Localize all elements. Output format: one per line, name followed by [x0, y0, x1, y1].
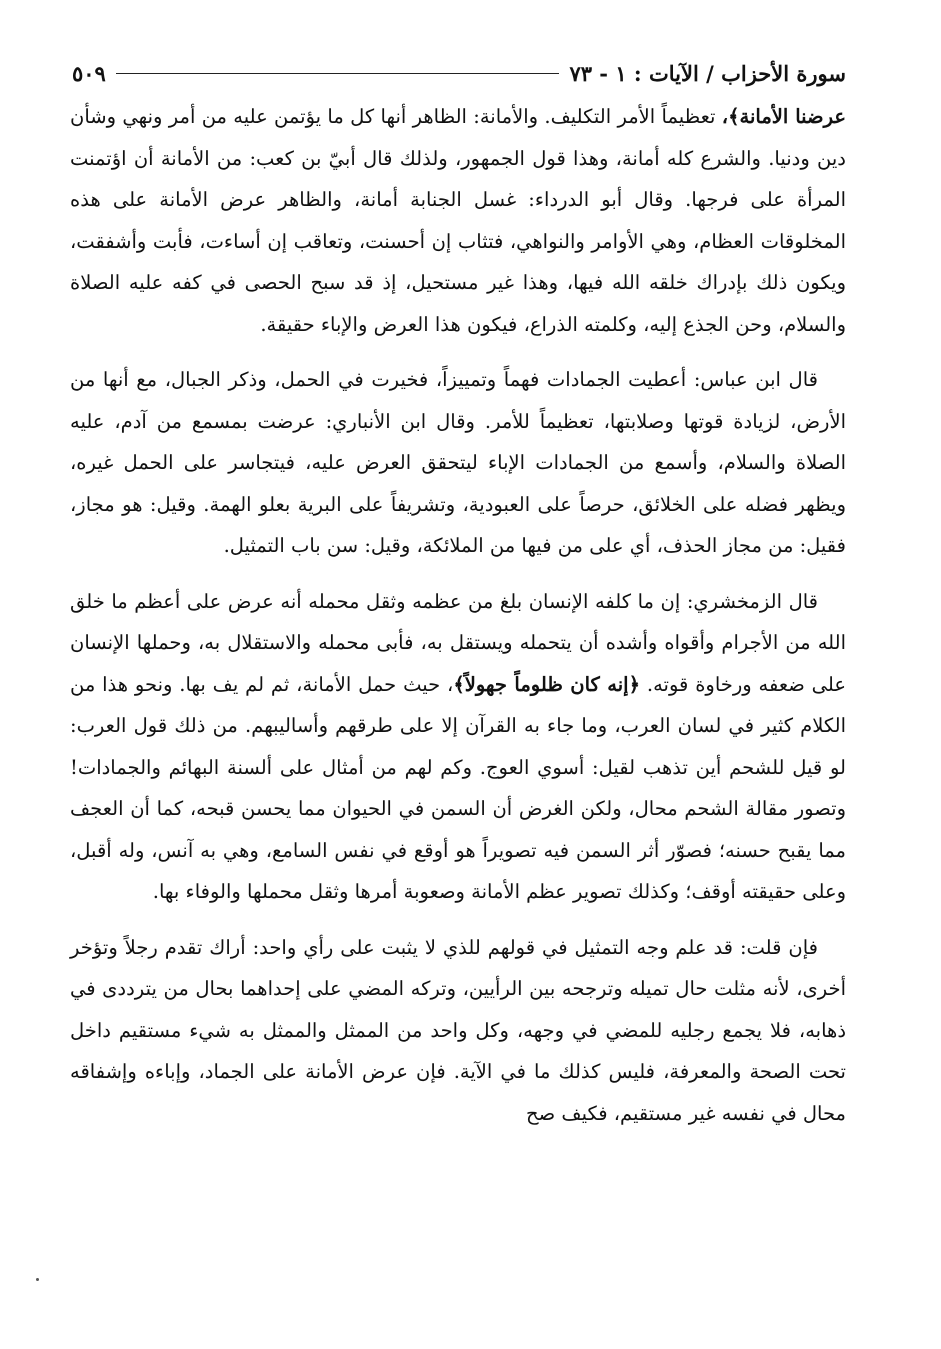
- paragraph-4: [70, 927, 846, 1135]
- paragraph-1: [70, 96, 846, 345]
- body-text: [70, 96, 846, 1148]
- quran-excerpt-lead: عرضنا الأمانة﴾،: [721, 105, 846, 128]
- header-rule: [116, 73, 560, 74]
- paragraph-4-text: فإن قلت: قد علم وجه التمثيل في قولهم للذي لا يثبت على رأي واحد: أراك تقدم رجلاً وتؤخر أخرى، لأنه مثلت حال تميله وترجحه بين الرأيين، وتركه المضي على إحداهما بحال من يترددى في ذهابه، فلا يجمع رجليه للمضي في وجهه، وكل واحد من الممثل والممثل به شيء مستقيم داخل تحت الصحة والمعرفة، فليس كذلك ما في الآية. فإن عرض الأمانة على الجماد، وإباءه وإشفاقه محال في نفسه غير مستقيم، فكيف صح: [70, 935, 846, 1125]
- paragraph-2-text: قال ابن عباس: أعطيت الجمادات فهماً وتمييزاً، فخيرت في الحمل، وذكر الجبال، مع أنها من الأرض، لزيادة قوتها وصلابتها، تعظيماً للأمر. وقال ابن الأنباري: عرضت بمسمع من آدم، عليه الصلاة والسلام، وأسمع من الجمادات الإباء ليتحقق العرض عليه، فيتجاسر على الحمل غيره، ويظهر فضله على الخلائق، حرصاً على العبودية، وتشريفاً على البرية بعلو الهمة. وقيل: هو مجاز، فقيل: من مجاز الحذف، أي على من فيها من الملائكة، وقيل: سن باب التمثيل.: [70, 368, 846, 557]
- page-number: ٥٠٩: [72, 60, 106, 86]
- paragraph-3-text-before: قال الزمخشري: إن ما كلفه الإنسان بلغ من عظمه وثقل محمله أنه عرض على أعظم ما خلق الله من الأجرام وأقواه وأشده أن يتحمله ويستقل به، فأبى محمله والاستقلال به، وحملها الإنسان على ضعفه ورخاوة قوته.: [70, 589, 846, 696]
- quran-quote: ﴿إنه كان ظلوماً جهولاً﴾: [453, 672, 641, 696]
- paragraph-1-text: تعظيماً الأمر التكليف. والأمانة: الظاهر أنها كل ما يؤتمن عليه من أمر ونهي وشأن دين ودنيا. والشرع كله أمانة، وهذا قول الجمهور، ولذلك قال أبيّ بن كعب: من الأمانة أن اؤتمنت المرأة على فرجها. وقال أبو الدرداء: غسل الجنابة أمانة، والظاهر عرض الأمانة على هذه المخلوقات العظام، وهي الأوامر والنواهي، فتثاب إن أحسنت، وتعاقب إن أساءت، فأبت وأشفقت، ويكون ذلك بإدراك خلقه الله فيها، وهذا غير مستحيل، إذ قد سبح الحصى في كفه عليه الصلاة والسلام، وحن الجذع إليه، وكلمته الذراع، فيكون هذا العرض والإباء حقيقة.: [70, 105, 846, 336]
- scan-speck: [36, 1278, 39, 1281]
- paragraph-3-text-after: ، حيث حمل الأمانة، ثم لم يف بها. ونحو هذا من الكلام كثير في لسان العرب، وما جاء به القرآن إلا على طرقهم وأساليبهم. من ذلك قول العرب: لو قيل للشحم أين تذهب لقيل: أسوي العوج. وكم لهم من أمثال على ألسنة البهائم والجمادات! وتصور مقالة الشحم محال، ولكن الغرض أن السمن في الحيوان مما يحسن قبحه، كما أن العجف مما يقبح حسنه؛ فصوّر أثر السمن فيه تصويراً هو أوقع في نفس السامع، وهي به آنس، وله أقبل، وعلى حقيقته أوقف؛ وكذلك تصوير عظم الأمانة وصعوبة أمرها وثقل محملها والوفاء بها.: [70, 672, 846, 903]
- paragraph-2: [70, 359, 846, 567]
- running-head: [72, 56, 846, 90]
- chapter-title: سورة الأحزاب / الآيات : ١ - ٧٣: [569, 60, 846, 86]
- paragraph-3: [70, 581, 846, 913]
